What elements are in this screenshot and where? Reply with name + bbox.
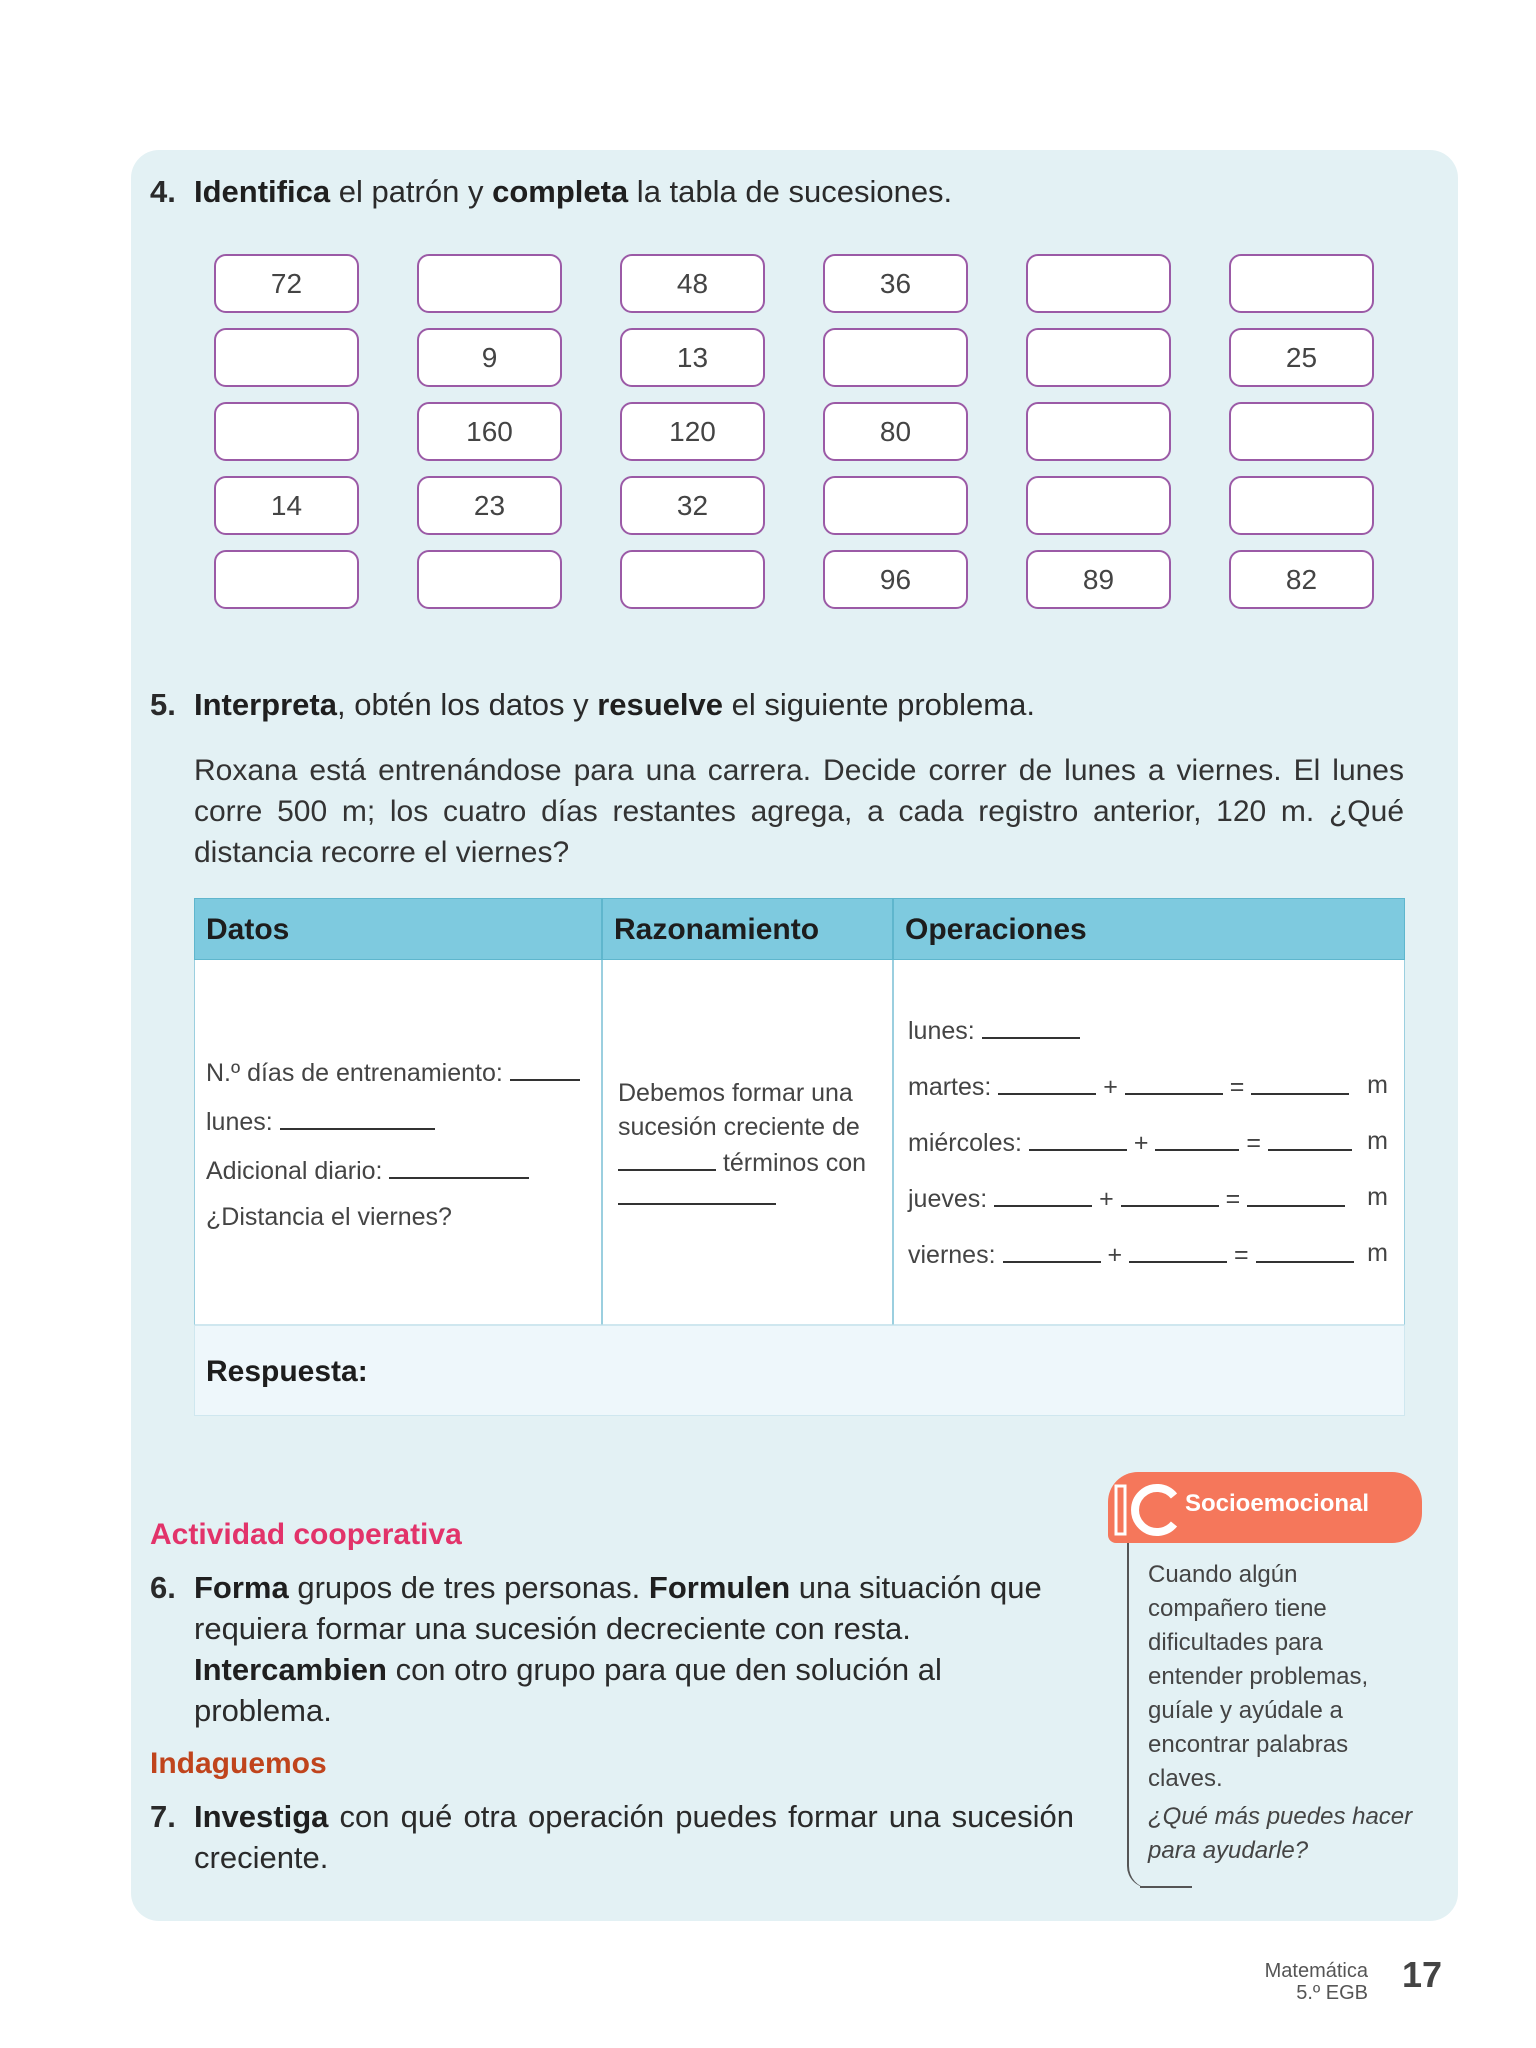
socioemocional-text [1148,1558,1418,1868]
blank-field[interactable] [1121,1183,1219,1207]
sequence-cell[interactable] [1026,476,1171,535]
blank-field[interactable] [1129,1239,1227,1263]
blank-field[interactable] [1247,1183,1345,1207]
question-4: 4. Identifica el patrón y completa la tabla de sucesiones. [150,174,953,209]
question-7: 7. Investiga con qué otra operación puedes formar una sucesión creciente. [150,1799,1074,1875]
header-razonamiento: Razonamiento [602,898,893,960]
sequence-cell[interactable]: 80 [823,402,968,461]
header-operaciones: Operaciones [893,898,1405,960]
problem-table [194,898,1405,1416]
sequence-cell[interactable] [214,550,359,609]
sequence-cell[interactable]: 160 [417,402,562,461]
sequence-cell[interactable]: 25 [1229,328,1374,387]
sequence-cell[interactable]: 72 [214,254,359,313]
blank-field[interactable] [1029,1127,1127,1151]
blank-field[interactable] [982,1015,1080,1039]
blank-field[interactable] [994,1183,1092,1207]
sequence-cell[interactable] [417,550,562,609]
blank-field[interactable] [510,1057,580,1081]
blank-field[interactable] [1155,1127,1239,1151]
sequence-cell[interactable] [1229,476,1374,535]
coop-title: Actividad cooperativa [150,1518,462,1551]
dato-lunes: lunes: [206,1106,435,1137]
question-5: 5. Interpreta, obtén los datos y resuelve el siguiente problema. [150,687,1035,722]
col-datos [194,960,602,1325]
blank-field[interactable] [618,1181,776,1205]
dato-adicional: Adicional diario: [206,1155,529,1186]
sequence-cell[interactable]: 32 [620,476,765,535]
sequence-cell[interactable]: 14 [214,476,359,535]
op-jueves: jueves: + = m [908,1183,1388,1213]
col-razonamiento [602,960,893,1325]
op-lunes: lunes: [908,1015,1080,1046]
op-martes: martes: + = m [908,1071,1388,1101]
blank-field[interactable] [1003,1239,1101,1263]
blank-field[interactable] [280,1106,435,1130]
sequence-cell[interactable]: 48 [620,254,765,313]
blank-field[interactable] [618,1147,716,1171]
socioemocional-tab [1108,1472,1422,1543]
sequence-cell[interactable]: 82 [1229,550,1374,609]
ic-logo-icon [1112,1480,1182,1540]
sequence-cell[interactable]: 13 [620,328,765,387]
socioemocional-title: Socioemocional [1185,1490,1370,1517]
problem-statement: Roxana está entrenándose para una carrera. Decide correr de lunes a viernes. El lunes corre 500 m; los cuatro días restantes agrega, a cada registro anterior, 120 m. ¿Qué distancia recorre el viernes? [194,754,1404,869]
sequence-cell[interactable] [214,402,359,461]
blank-field[interactable] [389,1155,529,1179]
sequence-grid [214,254,1374,609]
sequence-cell[interactable] [1229,254,1374,313]
sequence-cell[interactable]: 36 [823,254,968,313]
sequence-cell[interactable]: 89 [1026,550,1171,609]
dato-distancia: ¿Distancia el viernes? [206,1203,452,1231]
socio-bottom-line [1140,1886,1192,1888]
socio-paragraph: Cuando algún compañero tiene dificultades para entender problemas, guíale y ayúdale a encontrar palabras claves. [1148,1561,1369,1792]
page-number: 17 [1402,1954,1443,1995]
sequence-cell[interactable] [417,254,562,313]
verb-identifica: Identifica [194,174,331,209]
sequence-cell[interactable]: 96 [823,550,968,609]
blank-field[interactable] [1251,1071,1349,1095]
socio-question: ¿Qué más puedes hacer para ayudarle? [1148,1803,1413,1864]
dato-dias: N.º días de entrenamiento: [206,1057,580,1088]
indaguemos-title: Indaguemos [150,1747,327,1780]
razonamiento-line-4 [618,1181,776,1212]
sequence-cell[interactable]: 120 [620,402,765,461]
sequence-cell[interactable]: 9 [417,328,562,387]
sequence-cell[interactable] [1026,328,1171,387]
sequence-cell[interactable] [823,328,968,387]
razonamiento-line-1: Debemos formar una [618,1079,853,1107]
razonamiento-line-3: términos con [618,1147,866,1178]
header-datos: Datos [194,898,602,960]
blank-field[interactable] [1125,1071,1223,1095]
sequence-cell[interactable] [1026,254,1171,313]
op-miercoles: miércoles: + = m [908,1127,1388,1157]
blank-field[interactable] [1268,1127,1352,1151]
respuesta-row[interactable]: Respuesta: [194,1325,1405,1416]
razonamiento-line-2: sucesión creciente de [618,1113,860,1141]
sequence-cell[interactable] [823,476,968,535]
footer-subject: Matemática 5.º EGB [1264,1960,1368,2004]
question-6: 6. Forma grupos de tres personas. Formulen una situación que requiera formar una sucesión decreciente con resta. Intercambien con otro grupo para que den solución al problema. [150,1570,1042,1728]
blank-field[interactable] [998,1071,1096,1095]
blank-field[interactable] [1256,1239,1354,1263]
sequence-cell[interactable] [1229,402,1374,461]
op-viernes: viernes: + = m [908,1239,1388,1269]
sequence-cell[interactable] [620,550,765,609]
sequence-cell[interactable] [214,328,359,387]
sequence-cell[interactable]: 23 [417,476,562,535]
sequence-cell[interactable] [1026,402,1171,461]
verb-completa: completa [492,174,629,209]
